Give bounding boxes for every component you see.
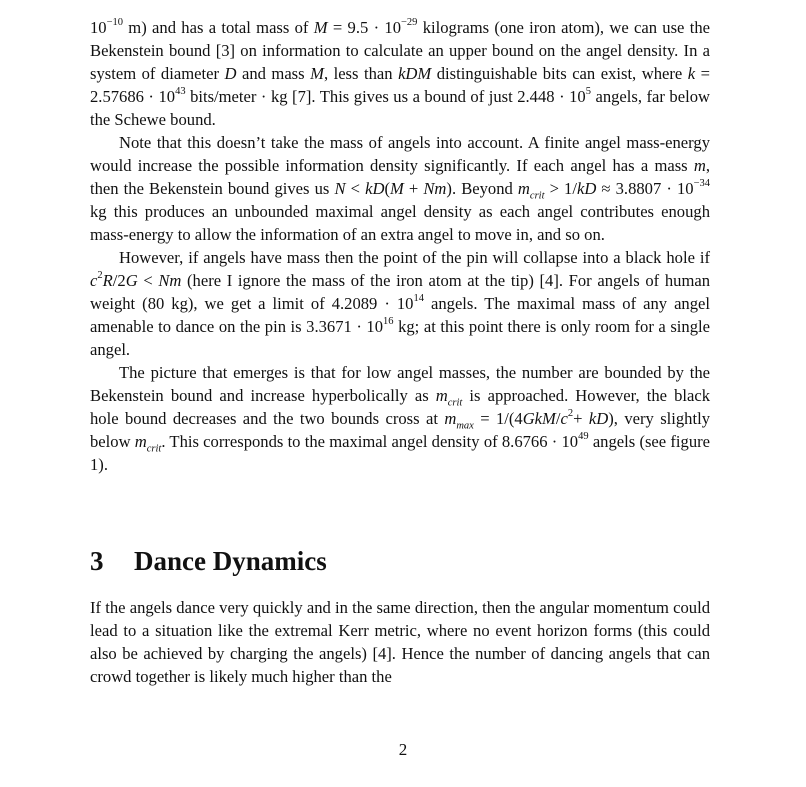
text-segment: 14 [413,293,424,305]
text-segment: kD [588,409,609,428]
text-segment: D [224,64,237,83]
text-segment: kilograms (one iron atom), we can use the Bekenstein bound [3] on information to calculate an upper bound on the angel density. In a system of diameter [90,18,710,83]
text-segment: −29 [401,17,418,29]
text-segment: ). Beyond [446,179,518,198]
text-segment: max [456,420,474,432]
text-segment: M [313,18,328,37]
text-segment: M [389,179,404,198]
text-segment: is approached. However, the black hole bound decreases and the two bounds cross at [90,386,711,428]
text-segment: = 2.57686 · 10 [90,64,710,106]
text-segment: 16 [383,316,394,328]
section-number: 3 [90,546,104,576]
body-text [90,16,710,476]
text-segment: crit [447,397,463,409]
paragraph [90,246,710,361]
text-segment: 5 [585,86,591,98]
text-segment: Note that this doesn’t take the mass of angels into account. A finite angel mass-energy would increase the possible information density significantly. If each angel has a mass [90,133,710,175]
text-segment: = 1/(4 [473,409,523,428]
text-segment: /2 [112,271,126,290]
text-segment: M [310,64,324,83]
section-body [90,596,710,688]
text-segment: N [334,179,346,198]
text-segment: G [125,271,138,290]
section-title: Dance Dynamics [134,546,327,576]
text-segment: angels, far below the Schewe bound. [90,87,710,129]
section-heading [90,541,327,581]
text-segment: , then the Bekenstein bound gives us [90,156,710,198]
page-number: 2 [398,740,408,759]
text-segment: 2 [97,270,103,282]
text-segment: Nm [158,271,182,290]
text-segment: kg; at this point there is only room for a single angel. [90,317,710,359]
text-segment: kDM [398,64,432,83]
text-segment: > 1/ [544,179,577,198]
text-segment: m [134,432,147,451]
text-segment: = 9.5 · 10 [327,18,401,37]
text-segment: distinguishable bits can exist, where [431,64,688,83]
section-paragraph: If the angels dance very quickly and in the same direction, then the angular momentum could lead to a situation like the extremal Kerr metric, where no event horizon forms (this could also be achieved by charging the angels) [4]. Hence the number of dancing angels that can crowd together is likely much higher than the [90,598,710,686]
text-segment: R [102,271,113,290]
text-segment: / [555,409,561,428]
text-segment: ), very slightly below [90,409,710,451]
text-segment: bits/meter · kg [7]. This gives us a bound of just 2.448 · 10 [185,87,586,106]
text-segment: However, if angels have mass then the point of the pin will collapse into a black hole if [119,248,710,267]
text-segment: ≈ 3.8807 · 10 [596,179,694,198]
text-segment: m [693,156,706,175]
text-segment: 49 [578,431,589,443]
text-segment: kD [576,179,597,198]
text-segment: m) and has a total mass of [123,18,314,37]
text-segment: , less than [323,64,399,83]
text-segment: GkM [522,409,556,428]
text-segment: m [435,386,448,405]
text-segment: k [687,64,696,83]
text-segment: m [517,179,530,198]
text-segment: . This corresponds to the maximal angel density of 8.6766 · 10 [161,432,579,451]
text-segment: c [90,271,98,290]
text-segment: Nm [423,179,447,198]
text-segment: ( [384,179,390,198]
text-segment: 43 [175,86,186,98]
text-segment: −10 [106,17,124,29]
text-segment: and mass [236,64,311,83]
text-segment: < [345,179,366,198]
paragraph [90,16,710,131]
text-segment: kg this produces an unbounded maximal angel density as each angel contributes enough mass-energy to allow the information of an extra angel to move in, and so on. [90,202,710,244]
text-segment: < [137,271,159,290]
text-segment: + [403,179,424,198]
text-segment: 2 [567,408,574,420]
paragraph [90,361,710,476]
paragraph [90,131,710,246]
text-segment: angels (see figure 1). [90,432,711,474]
text-segment: c [560,409,568,428]
text-segment: 10 [90,18,107,37]
text-segment: −34 [693,178,711,190]
text-segment: m [444,409,457,428]
text-segment: angels. The maximal mass of any angel amenable to dance on the pin is 3.3671 · 10 [90,294,710,336]
text-segment: crit [529,190,545,202]
text-segment: kD [365,179,385,198]
text-segment: + [573,409,589,428]
text-segment: crit [146,443,162,455]
text-segment: (here I ignore the mass of the iron atom at the tip) [4]. For angels of human weight (80 kg), we get a limit of 4.2089 · 10 [90,271,711,313]
text-segment: The picture that emerges is that for low angel masses, the number are bounded by the Bekenstein bound and increase hyperbolically as [90,363,710,405]
